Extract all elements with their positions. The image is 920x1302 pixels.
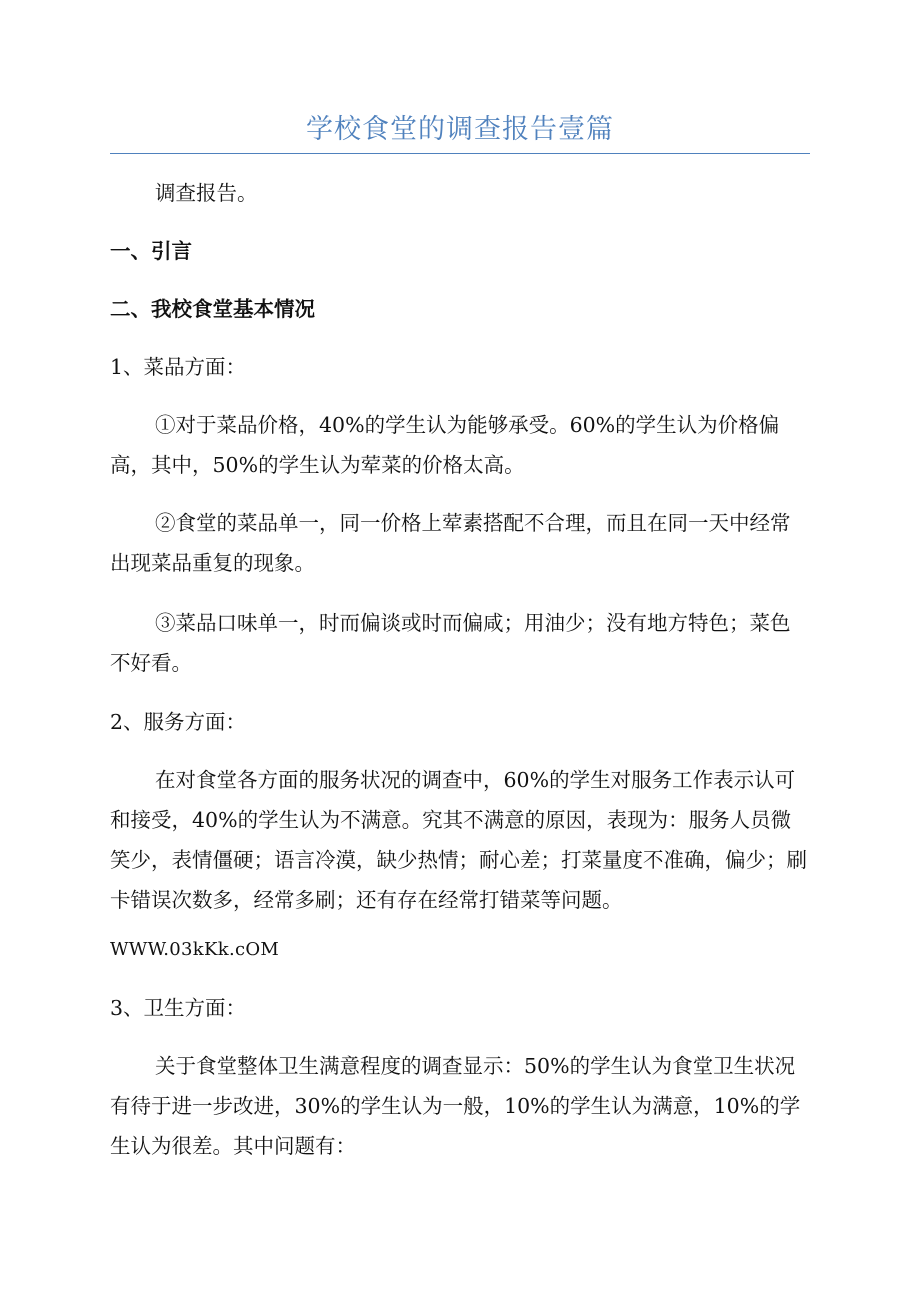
intro-paragraph: 调查报告。 — [155, 181, 258, 205]
page-title: 学校食堂的调查报告壹篇 — [306, 114, 614, 145]
section-heading-canteen-status: 二、我校食堂基本情况 — [110, 297, 315, 321]
title-underline — [110, 153, 810, 154]
dishes-point-1: ①对于菜品价格，40%的学生认为能够承受。60%的学生认为价格偏高，其中，50%的学生认为荤菜的价格太高。 — [110, 413, 780, 477]
dishes-point-2: ②食堂的菜品单一，同一价格上荤素搭配不合理，而且在同一天中经常出现菜品重复的现象。 — [110, 511, 791, 575]
service-paragraph: 在对食堂各方面的服务状况的调查中，60%的学生对服务工作表示认可和接受，40%的学生认为不满意。究其不满意的原因，表现为：服务人员微笑少，表情僵硬；语言冷漠，缺少热情；耐心差；打菜量度不准确，偏少；刷卡错误次数多，经常多刷；还有存在经常打错菜等问题。 — [110, 768, 807, 912]
subheading-hygiene: 3、卫生方面： — [110, 996, 247, 1020]
subheading-service: 2、服务方面： — [110, 710, 247, 734]
dishes-point-3: ③菜品口味单一，时而偏谈或时而偏咸；用油少；没有地方特色；菜色不好看。 — [110, 611, 791, 675]
hygiene-paragraph: 关于食堂整体卫生满意程度的调查显示：50%的学生认为食堂卫生状况有待于进一步改进，30%的学生认为一般，10%的学生认为满意，10%的学生认为很差。其中问题有： — [110, 1054, 801, 1158]
subheading-dishes: 1、菜品方面： — [110, 355, 247, 379]
section-heading-introduction: 一、引言 — [110, 239, 192, 263]
watermark-url-text: WWW.03kKk.cOM — [110, 939, 280, 960]
